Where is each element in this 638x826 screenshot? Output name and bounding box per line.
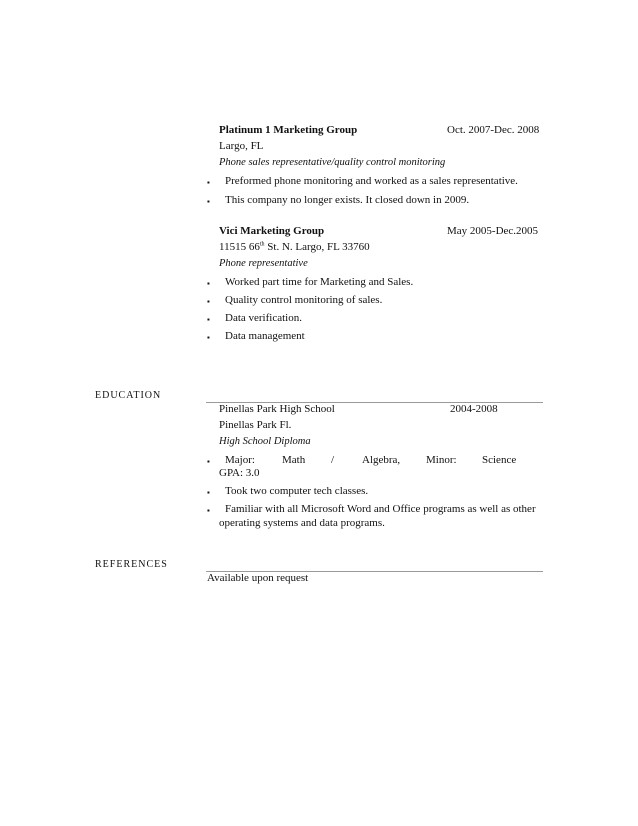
education-heading: EDUCATION	[95, 390, 162, 401]
job2-bullet-4: Data management	[225, 330, 305, 342]
bullet-icon: ▪	[207, 488, 210, 497]
bullet-icon: ▪	[207, 178, 210, 187]
bullet-icon: ▪	[207, 279, 210, 288]
bullet-icon: ▪	[207, 506, 210, 515]
education-major-row	[207, 454, 517, 468]
major-subject-2: Algebra,	[362, 454, 401, 466]
job2-bullet-3: Data verification.	[225, 312, 302, 324]
education-bullet-2: Familiar with all Microsoft Word and Office programs as well as other	[225, 503, 536, 515]
job1-bullet-1: Preformed phone monitoring and worked as a sales representative.	[225, 175, 518, 187]
education-bullet-2-cont: operating systems and data programs.	[219, 517, 385, 529]
minor-subject: Science	[482, 454, 517, 466]
job2-address-rest: St. N. Largo, FL 33760	[264, 241, 370, 253]
bullet-icon: ▪	[207, 333, 210, 342]
education-bullet-1: Took two computer tech classes.	[225, 485, 369, 497]
references-heading: REFERENCES	[95, 559, 168, 570]
job1-company: Platinum 1 Marketing Group	[219, 124, 358, 136]
education-dates: 2004-2008	[450, 403, 498, 415]
job1-location: Largo, FL	[219, 140, 264, 152]
education-location: Pinellas Park Fl.	[219, 419, 292, 431]
references-text: Available upon request	[207, 572, 309, 584]
education-school: Pinellas Park High School	[219, 403, 335, 415]
job2-bullet-2: Quality control monitoring of sales.	[225, 294, 383, 306]
job1-title: Phone sales representative/quality control monitoring	[219, 157, 446, 168]
job2-address-number: 11515 66	[219, 241, 260, 253]
bullet-icon: ▪	[207, 297, 210, 306]
job2-company: Vici Marketing Group	[219, 225, 325, 237]
major-label: Major:	[225, 454, 255, 466]
job2-title: Phone representative	[219, 258, 308, 269]
bullet-icon: ▪	[207, 197, 210, 206]
minor-label: Minor:	[426, 454, 457, 466]
job2-bullet-1: Worked part time for Marketing and Sales.	[225, 276, 414, 288]
job2-dates: May 2005-Dec.2005	[447, 225, 539, 237]
education-gpa: GPA: 3.0	[219, 467, 260, 479]
bullet-icon: ▪	[207, 315, 210, 324]
job1-bullet-2: This company no longer exists. It closed down in 2009.	[225, 194, 470, 206]
education-diploma: High School Diploma	[219, 436, 311, 447]
major-separator: /	[331, 454, 335, 466]
job1-dates: Oct. 2007-Dec. 2008	[447, 124, 540, 136]
job2-address	[219, 241, 370, 253]
job2-address-sup: th	[259, 241, 265, 248]
bullet-icon: ▪	[207, 457, 210, 466]
major-subject-1: Math	[282, 454, 306, 466]
